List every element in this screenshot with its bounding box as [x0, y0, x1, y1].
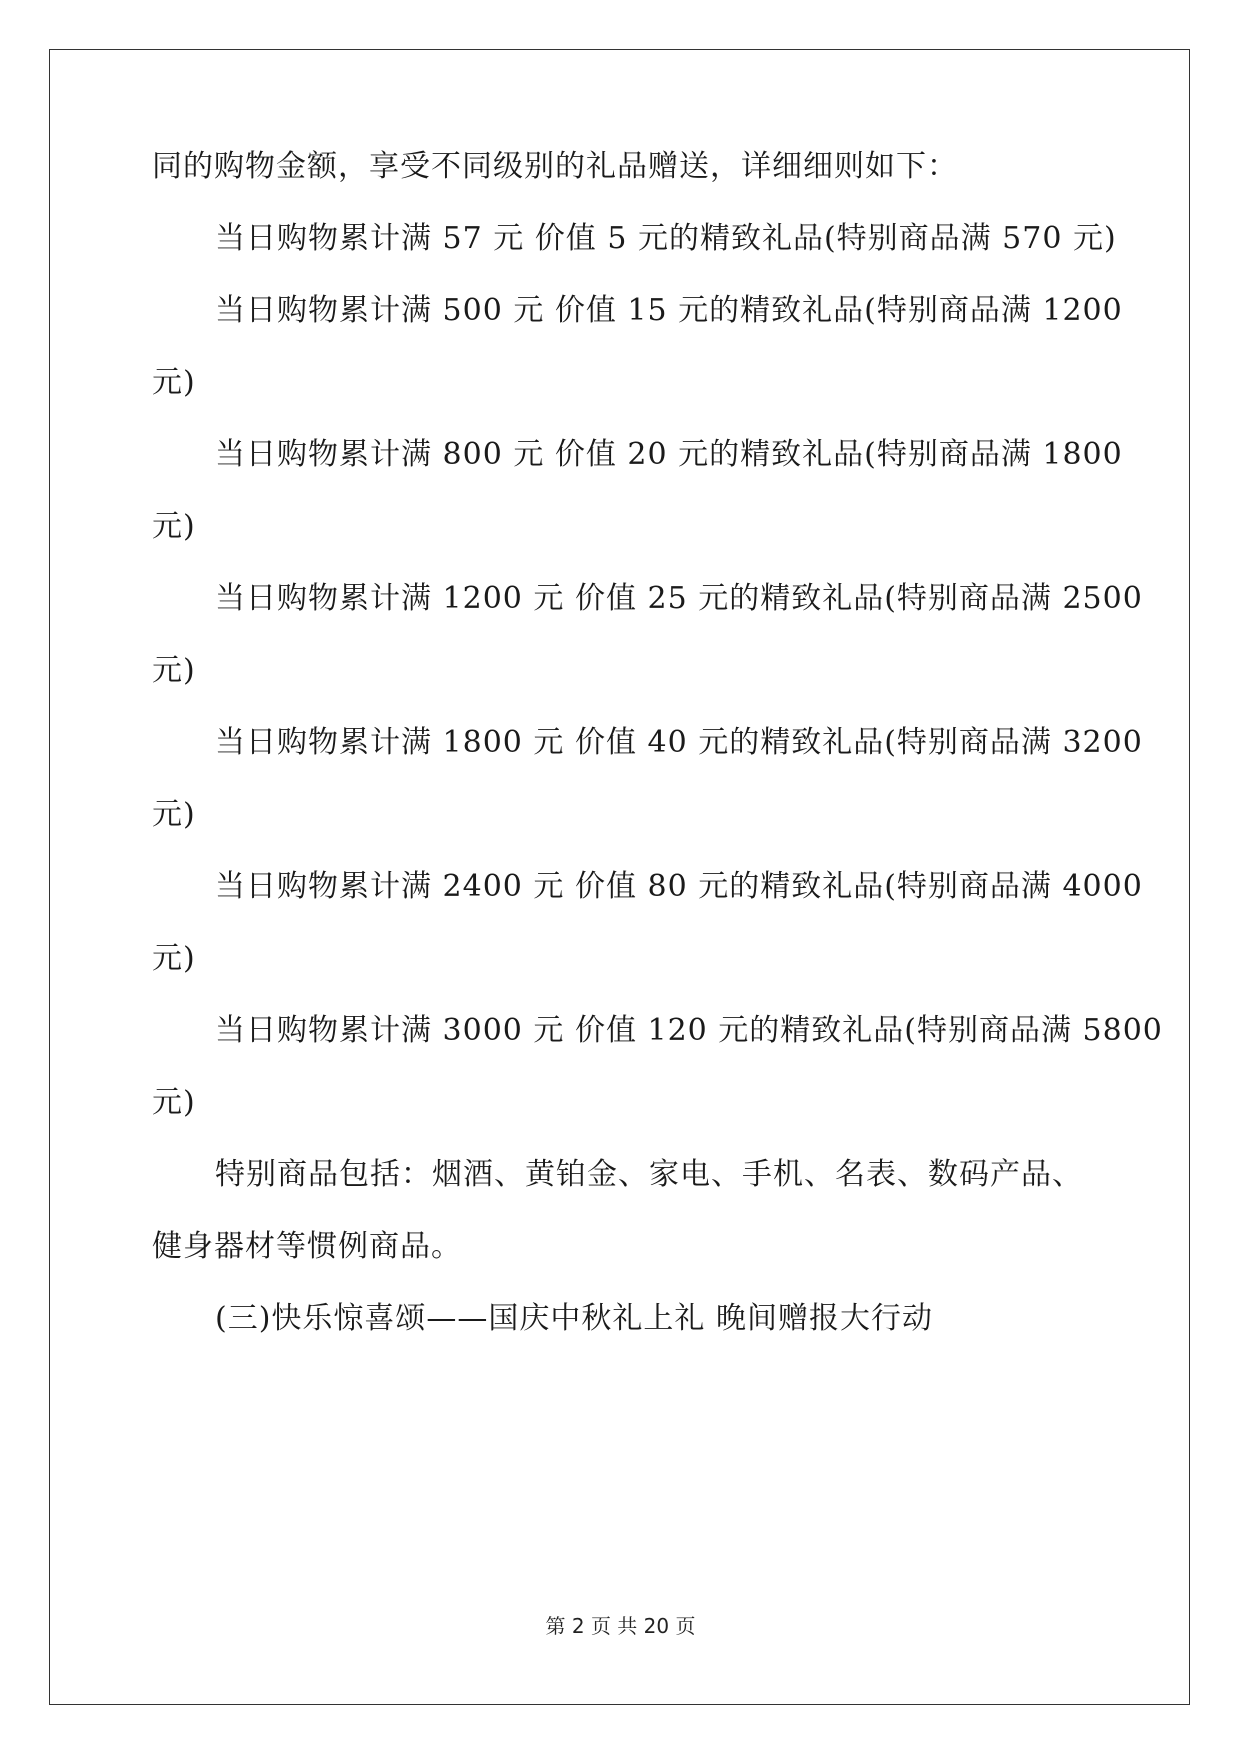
gift-tier-1200: 当日购物累计满 1200 元 价值 25 元的精致礼品(特别商品满 2500: [215, 581, 1143, 616]
gift-tier-2400-continued: 元): [152, 941, 196, 976]
gift-tier-3000: 当日购物累计满 3000 元 价值 120 元的精致礼品(特别商品满 5800: [215, 1013, 1163, 1048]
page-number-footer: 第 2 页 共 20 页: [545, 1614, 696, 1638]
gift-tier-3000-continued: 元): [152, 1085, 196, 1120]
special-goods-continued: 健身器材等惯例商品。: [152, 1229, 462, 1264]
gift-tier-1800-continued: 元): [152, 797, 196, 832]
gift-tier-800-continued: 元): [152, 509, 196, 544]
gift-tier-2400: 当日购物累计满 2400 元 价值 80 元的精致礼品(特别商品满 4000: [215, 869, 1143, 904]
paragraph-line: 同的购物金额，享受不同级别的礼品赠送，详细细则如下：: [152, 149, 958, 184]
gift-tier-1800: 当日购物累计满 1800 元 价值 40 元的精致礼品(特别商品满 3200: [215, 725, 1143, 760]
gift-tier-1200-continued: 元): [152, 653, 196, 688]
gift-tier-800: 当日购物累计满 800 元 价值 20 元的精致礼品(特别商品满 1800: [215, 437, 1123, 472]
gift-tier-500: 当日购物累计满 500 元 价值 15 元的精致礼品(特别商品满 1200: [215, 293, 1123, 328]
special-goods-paragraph: 特别商品包括：烟酒、黄铂金、家电、手机、名表、数码产品、: [215, 1157, 1083, 1192]
section-heading: (三)快乐惊喜颂——国庆中秋礼上礼 晚间赠报大行动: [215, 1301, 933, 1336]
gift-tier-500-continued: 元): [152, 365, 196, 400]
gift-tier-57: 当日购物累计满 57 元 价值 5 元的精致礼品(特别商品满 570 元): [215, 221, 1117, 256]
